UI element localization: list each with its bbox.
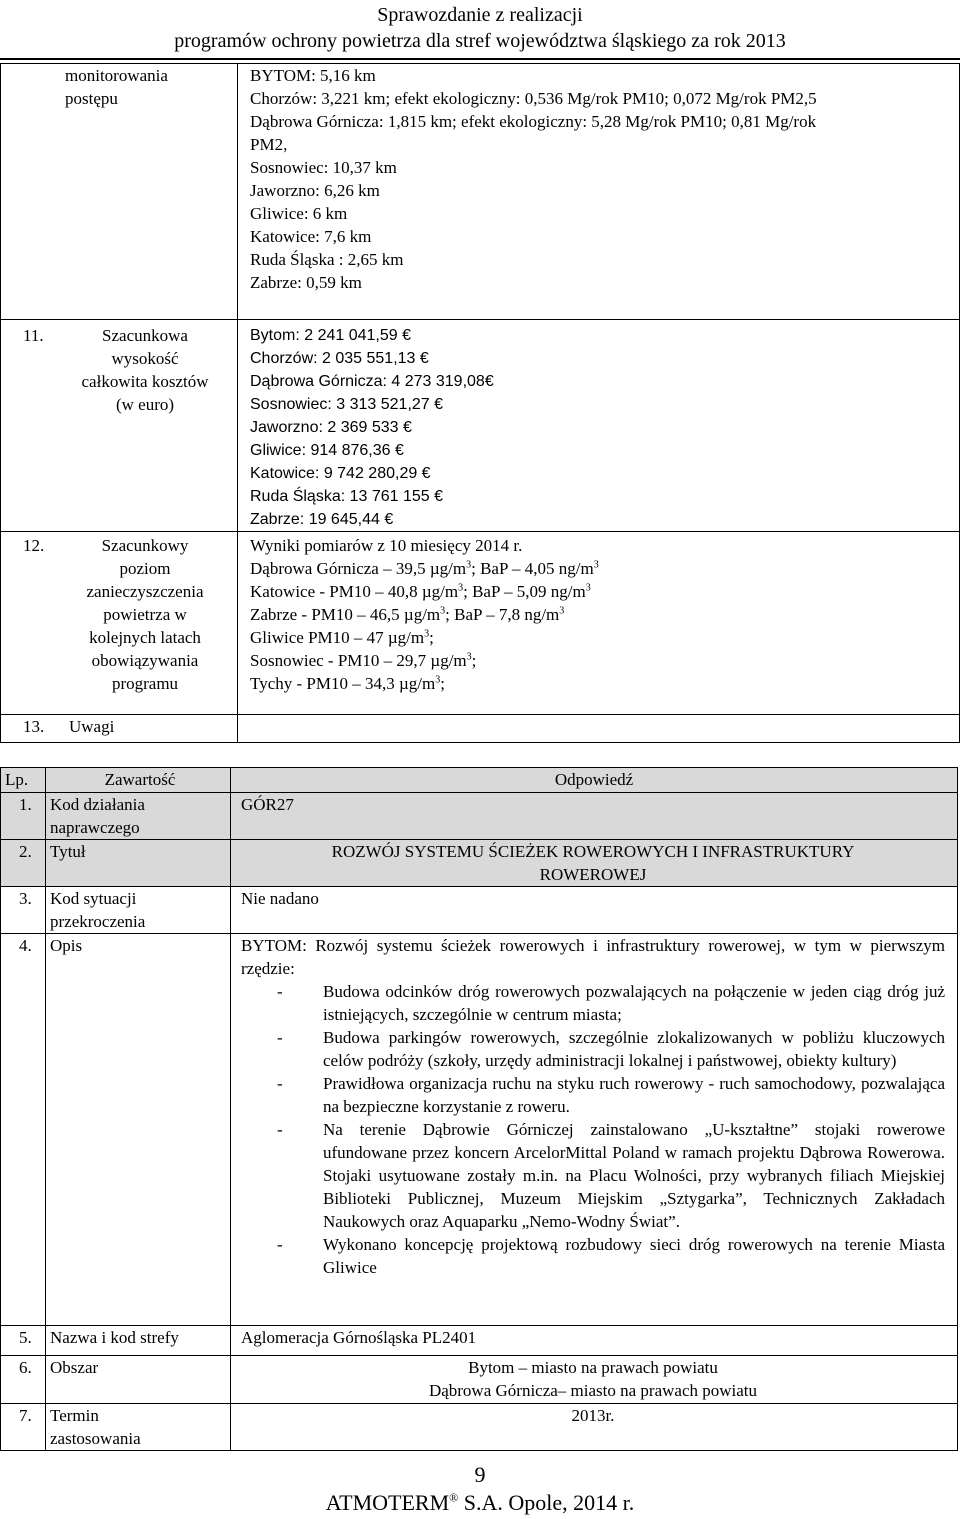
- measurement-line: Sosnowiec - PM10 – 29,7 $\mu g/m^3$;: [250, 651, 477, 670]
- area-value: Bytom – miasto na prawach powiatu Dąbrowa Górnicza– miasto na prawach powiatu: [231, 1356, 958, 1404]
- value-line: Chorzów: 3,221 km; efekt ekologiczny: 0,536 Mg/rok PM10; 0,072 Mg/rok PM2,5: [250, 89, 817, 108]
- list-item: - Budowa parkingów rowerowych, szczególnie zlokalizowanych w pobliżu kluczowych celów podróży (szkoły, urzędy administracji lokalnej i państwowej, obiekty kultury): [277, 1028, 945, 1070]
- row-11-label: [1, 320, 238, 532]
- row-number: 1.: [1, 793, 46, 840]
- action-table-header: [1, 768, 958, 793]
- row-number: 2.: [1, 840, 46, 887]
- row-label: Obszar: [46, 1356, 231, 1404]
- col-zawartosc: Zawartość: [46, 768, 231, 793]
- label-line: zanieczyszczenia: [86, 582, 204, 601]
- description-list: [241, 980, 945, 1279]
- label-line: całkowita kosztów: [81, 372, 209, 391]
- label-line: wysokość: [111, 349, 179, 368]
- action-row-4: [1, 934, 958, 1326]
- label-line: kolejnych latach: [89, 628, 201, 647]
- action-table: [0, 767, 958, 1451]
- value-line: Dąbrowa Górnicza: 1,815 km; efekt ekologiczny: 5,28 Mg/rok PM10; 0,81 Mg/rok: [250, 112, 817, 131]
- row-number: 6.: [1, 1356, 46, 1404]
- measurement-line: Zabrze - PM10 – 46,5 $\mu g/m^3$; BaP – 7,8 $ng/m^3$: [250, 605, 565, 624]
- list-item: - Na terenie Dąbrowie Górniczej zainstalowano „U-kształtne” stojaki rowerowe ufundowane przez koncern ArcelorMittal Poland w ramach projektu Dąbrowa Rowerowa. Stojaki usytuowane zostały m.in. na Placu Wolności, przy wybranych filiach Miejskiej Biblioteki Publicznej, Muzeum Miejskim „Sztygarka”, Technicznych Zakładach Naukowych oraz Aquaparku „Nemo-Wodny Świat”.: [277, 1120, 945, 1231]
- list-item: - Budowa odcinków dróg rowerowych pozwalających na połączenie w jeden ciąg dróg już istniejących, szczególnie w centrum miasta;: [277, 982, 945, 1024]
- action-row-2: [1, 840, 958, 887]
- row-number: 3.: [1, 887, 46, 934]
- row-label: Kod sytuacji przekroczenia: [46, 887, 231, 934]
- list-item: - Wykonano koncepcję projektową rozbudowy sieci dróg rowerowych na terenie Miasta Gliwice: [277, 1235, 945, 1277]
- label-line: postępu: [65, 89, 118, 108]
- row-monitoring-label: [1, 64, 238, 320]
- row-label: Tytuł: [46, 840, 231, 887]
- measurement-line: Katowice - PM10 – 40,8 $\mu g/m^3$; BaP – 5,09 $ng/m^3$: [250, 582, 591, 601]
- row-monitoring: [1, 64, 960, 320]
- row-number: 11.: [23, 326, 44, 345]
- report-subtitle: programów ochrony powietrza dla stref województwa śląskiego za rok 2013: [174, 30, 786, 52]
- action-code: GÓR27: [231, 793, 958, 840]
- value-line: PM2,: [250, 135, 288, 154]
- row-12-pollution: [1, 532, 960, 715]
- label-line: obowiązywania: [91, 651, 199, 670]
- action-row-1: [1, 793, 958, 840]
- row-number: 7.: [1, 1404, 46, 1451]
- action-row-5: [1, 1326, 958, 1356]
- measurement-line: Dąbrowa Górnicza – 39,5 $\mu g/m^3$; BaP – 4,05 $ng/m^3$: [250, 559, 599, 578]
- row-monitoring-value: [238, 64, 960, 320]
- cost-line: Katowice: 9 742 280,29 €: [250, 465, 431, 482]
- header-rule: [0, 58, 960, 60]
- row-label: Opis: [46, 934, 231, 1326]
- label-line: Szacunkowa: [102, 326, 188, 345]
- continuation-table: [0, 63, 960, 743]
- row-number: 13.: [23, 717, 45, 736]
- row-label: Kod działania naprawczego: [46, 793, 231, 840]
- cost-line: Ruda Śląska: 13 761 155 €: [250, 488, 444, 505]
- measurement-intro: Wyniki pomiarów z 10 miesięcy 2014 r.: [250, 536, 523, 555]
- cost-line: Bytom: 2 241 041,59 €: [250, 327, 411, 344]
- label-line: monitorowania: [65, 66, 168, 85]
- description-intro: BYTOM: Rozwój systemu ścieżek rowerowych i infrastruktury rowerowej, w tym w pierwszym rzędzie:: [241, 936, 945, 978]
- value-line: Gliwice: 6 km: [250, 204, 348, 223]
- cost-line: Sosnowiec: 3 313 521,27 €: [250, 396, 444, 413]
- action-row-3: [1, 887, 958, 934]
- value-line: Katowice: 7,6 km: [250, 227, 372, 246]
- action-row-6: [1, 1356, 958, 1404]
- row-number: 5.: [1, 1326, 46, 1356]
- cost-line: Zabrze: 19 645,44 €: [250, 511, 394, 528]
- value-line: Zabrze: 0,59 km: [250, 273, 362, 292]
- situation-code: Nie nadano: [231, 887, 958, 934]
- value-line: Ruda Śląska : 2,65 km: [250, 250, 404, 269]
- cost-line: Chorzów: 2 035 551,13 €: [250, 350, 429, 367]
- report-title: Sprawozdanie z realizacji: [377, 4, 583, 26]
- page-number: 9: [474, 1462, 486, 1487]
- value-line: Sosnowiec: 10,37 km: [250, 158, 397, 177]
- cost-line: Gliwice: 914 876,36 €: [250, 442, 404, 459]
- row-13-value: [238, 715, 960, 743]
- action-row-7: [1, 1404, 958, 1451]
- label-line: poziom: [119, 559, 171, 578]
- cost-line: Jaworzno: 2 369 533 €: [250, 419, 412, 436]
- row-13-notes: [1, 715, 960, 743]
- row-label: Nazwa i kod strefy: [46, 1326, 231, 1356]
- col-lp: Lp.: [1, 768, 46, 793]
- row-number: 4.: [1, 934, 46, 1326]
- measurement-line: Gliwice PM10 – 47 $\mu g/m^3$;: [250, 628, 434, 647]
- col-odpowiedz: Odpowiedź: [231, 768, 958, 793]
- label-line: powietrza w: [103, 605, 187, 624]
- value-line: Jaworzno: 6,26 km: [250, 181, 380, 200]
- page-header: [0, 2, 960, 54]
- row-11-value: [238, 320, 960, 532]
- measurement-line: Tychy - PM10 – 34,3 $\mu g/m^3$;: [250, 674, 445, 693]
- footer-company: ATMOTERM® S.A. Opole, 2014 r.: [325, 1490, 635, 1515]
- label-line: Szacunkowy: [101, 536, 189, 555]
- row-13-label: 13. Uwagi: [1, 715, 238, 743]
- row-label: Termin zastosowania: [46, 1404, 231, 1451]
- label-line: programu: [111, 674, 179, 693]
- zone-name: Aglomeracja Górnośląska PL2401: [231, 1326, 958, 1356]
- row-11-costs: [1, 320, 960, 532]
- row-12-label: [1, 532, 238, 715]
- action-title: ROZWÓJ SYSTEMU ŚCIEŻEK ROWEROWYCH I INFRASTRUKTURY ROWEROWEJ: [231, 840, 958, 887]
- value-line: BYTOM: 5,16 km: [250, 66, 376, 85]
- row-12-value: [238, 532, 960, 715]
- term-value: 2013r.: [231, 1404, 958, 1451]
- row-number: 12.: [23, 536, 45, 555]
- cost-line: Dąbrowa Górnicza: 4 273 319,08€: [250, 373, 494, 390]
- label-line: (w euro): [115, 395, 175, 414]
- action-description: [231, 934, 958, 1326]
- list-item: - Prawidłowa organizacja ruchu na styku ruch rowerowy - ruch samochodowy, pozwalająca na bezpieczne korzystanie z roweru.: [277, 1074, 945, 1116]
